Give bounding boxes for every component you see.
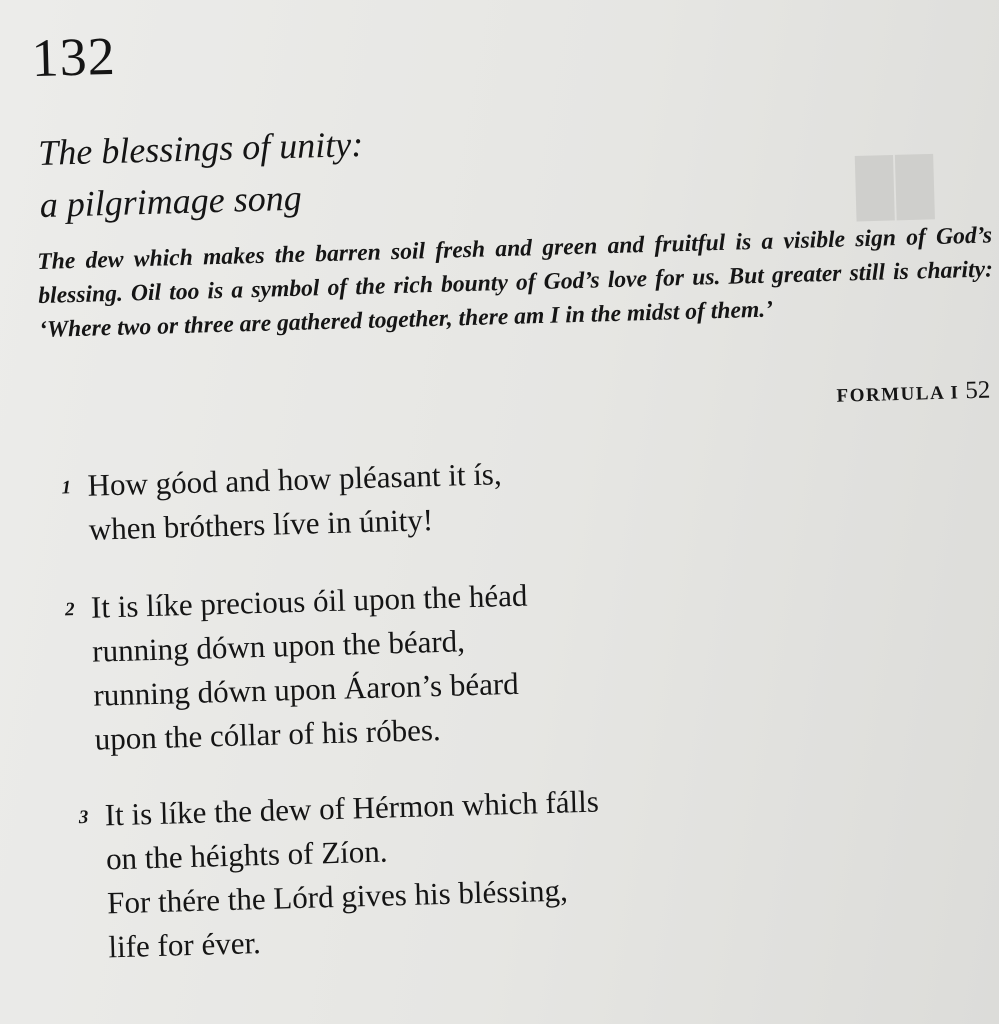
verse-1 xyxy=(61,452,503,552)
formula-number: 52 xyxy=(964,376,991,405)
verse-3 xyxy=(78,780,603,970)
verse-line: on the héights of Zíon. xyxy=(105,833,388,877)
psalm-introduction: The dew which makes the barren soil fresh and green and fruitful is a visible sign of God’s blessing. Oil too is a symbol of the rich bounty of God’s love for us. But greater still is charity: ‘Where two or three are gathered together, there am I in the midst of them.’ xyxy=(36,222,994,344)
formula-label: FORMULA I xyxy=(836,382,960,407)
verse-line: For thére the Lórd gives his bléssing, xyxy=(106,872,569,921)
psalm-number: 132 xyxy=(30,25,117,89)
verse-line: upon the cóllar of his róbes. xyxy=(94,711,442,757)
verse-number: 3 xyxy=(78,806,89,829)
verse-number: 1 xyxy=(61,477,72,499)
psalm-title-line-1: The blessings of unity: xyxy=(37,123,364,173)
verse-number: 2 xyxy=(64,599,75,621)
verse-line: when bróthers líve in únity! xyxy=(88,502,434,547)
verse-line: It is líke the dew of Hérmon which fálls xyxy=(104,783,600,833)
bleed-through-heading: ██ xyxy=(854,154,937,218)
verse-line: running dówn upon the béard, xyxy=(91,623,466,669)
psalm-title xyxy=(38,118,366,231)
verse-line: It is líke precious óil upon the héad xyxy=(90,577,528,625)
verse-2 xyxy=(64,574,531,763)
verse-line: running dówn upon Áaron’s béard xyxy=(92,665,520,713)
verse-line: life for éver. xyxy=(107,925,262,965)
verse-line: How góod and how pléasant it ís, xyxy=(87,456,503,503)
formula-reference xyxy=(836,377,990,409)
psalm-title-line-2: a pilgrimage song xyxy=(39,177,303,225)
